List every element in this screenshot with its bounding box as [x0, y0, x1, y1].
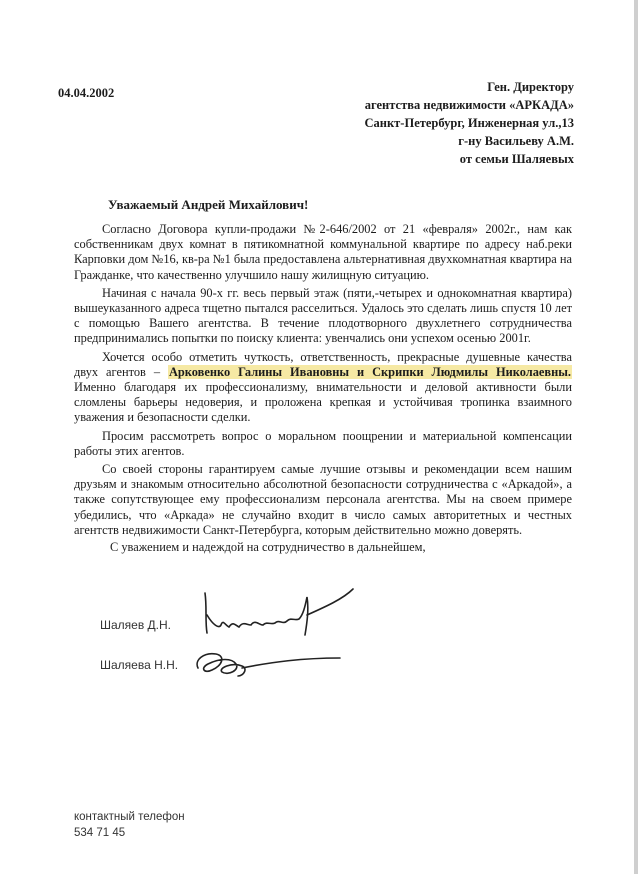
- contact-block: [74, 809, 185, 841]
- addressee-line: агентства недвижимости «АРКАДА»: [364, 98, 574, 112]
- letter-body: [74, 222, 572, 541]
- paragraph-contract: Согласно Договора купли-продажи №2-646/2002 от 21 «февраля» 2002г., нам как собственникам двух комнат в пятикомнатной коммунальной квартире по адресу наб.реки Карповки дом №16, кв-ра №1 была предоставлена альтернативная двухкомнатная квартира на Гражданке, что качественно улучшило нашу жилищную ситуацию.: [74, 222, 572, 282]
- addressee-line: Ген. Директору: [487, 80, 574, 94]
- addressee-line: г-ну Васильеву А.М.: [458, 134, 574, 148]
- signature-2: [192, 646, 342, 682]
- letter-date: 04.04.2002: [58, 86, 115, 100]
- addressee-line: от семьи Шаляевых: [459, 152, 574, 166]
- paragraph-agents: [74, 350, 572, 426]
- agents-praise: Именно благодаря их профессионализму, внимательности и деловой активности были сломлены барьеры недоверия, и проложена крепкая и устойчивая тропинка взаимного уважения и безопасности сделки.: [74, 380, 572, 425]
- closing-line: С уважением и надеждой на сотрудничество в дальнейшем,: [110, 540, 426, 554]
- agents-intro: Хочется особо отметить чуткость, ответственность, прекрасные душевные качества двух агентов –: [74, 349, 572, 379]
- greeting: Уважаемый Андрей Михайлович!: [108, 197, 309, 212]
- contact-phone: 534 71 45: [74, 827, 126, 839]
- paragraph-history: Начиная с начала 90-х гг. весь первый этаж (пяти,-четырех и однокомнатная квартира) вышеуказанного адреса тщетно пытался расселиться. Удалось это сделать лишь спустя 10 лет с помощью Вашего агентства. В течение плодотворного двухлетнего сотрудничества предпринимались попытки по поиску клиента: увенчались они успехом осенью 2001г.: [74, 285, 572, 346]
- signer-name-2: Шаляева Н.Н.: [100, 658, 179, 672]
- contact-label: контактный телефон: [74, 811, 185, 823]
- paragraph-guarantee: Со своей стороны гарантируем самые лучшие отзывы и рекомендации всем нашим друзьям и знакомым относительно абсолютной безопасности сотрудничества с «Аркадой», а также сопутствующее ему профессионализм персонала агентства. Мы на своем примере убедились, что «Аркада» не случайно входит в число самых авторитетных и честных агентств недвижимости Санкт-Петербурга, которым действительно можно доверять.: [74, 462, 572, 537]
- agents-highlight: Арковенко Галины Ивановны и Скрипки Людмилы Николаевны.: [168, 364, 571, 379]
- signature-1: [195, 585, 355, 645]
- scan-edge: [634, 0, 638, 874]
- paragraph-request: Просим рассмотреть вопрос о моральном поощрении и материальной компенсации работы этих агентов.: [74, 428, 572, 458]
- signer-name-1: Шаляев Д.Н.: [100, 618, 172, 632]
- addressee-line: Санкт-Петербург, Инженерная ул.,13: [364, 116, 574, 130]
- addressee-block: [364, 78, 574, 168]
